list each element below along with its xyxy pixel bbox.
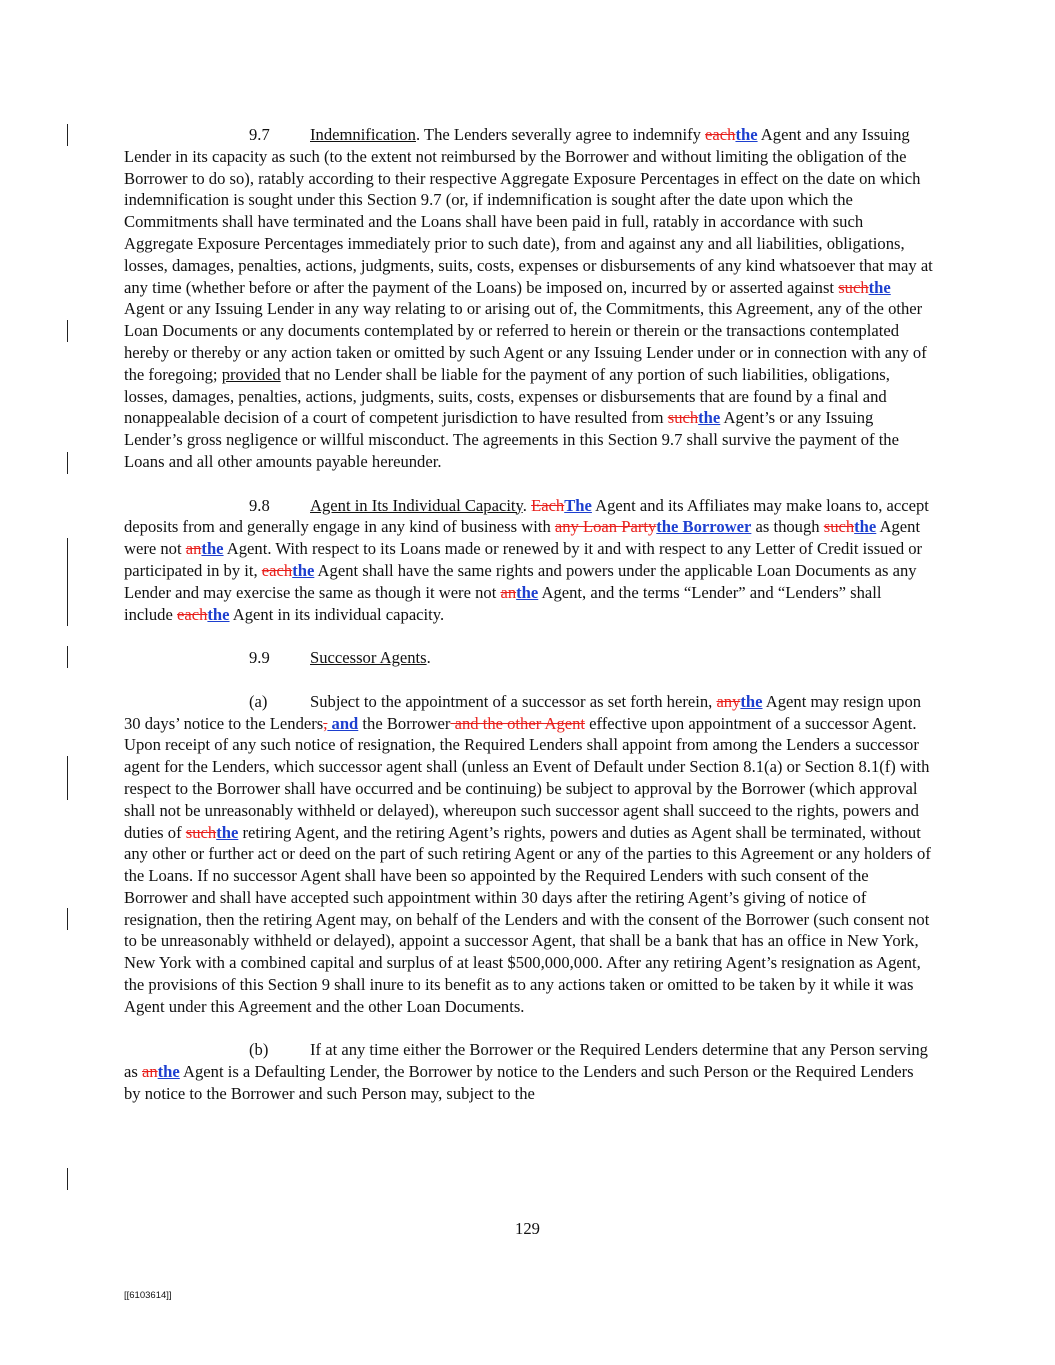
deleted-text: such	[823, 517, 855, 537]
subsection-b-paragraph	[124, 1039, 934, 1104]
change-bar	[67, 646, 68, 668]
change-bar	[67, 538, 68, 626]
inserted-text: the Borrower	[656, 517, 752, 537]
inserted-text: the	[740, 691, 763, 711]
change-bar	[67, 908, 68, 930]
text-run: If at any time either the Borrower or the Required Lenders determine that any Person serving as	[124, 1040, 928, 1082]
deleted-text: any Loan Party	[554, 517, 657, 537]
section-9-7-paragraph	[124, 124, 934, 473]
inserted-text: the	[292, 560, 315, 580]
text-run: retiring Agent, and the retiring Agent’s rights, powers and duties as Agent shall be terminated, without any other or further act or deed on the part of such retiring Agent or any of the parties to this Agreement or any holders of the Loans. If no successor Agent shall have been so appointed by the Required Lenders with such consent of the Borrower and shall have accepted such appointment within 30 days after the retiring Agent’s giving of notice of resignation, then the retiring Agent may, on behalf of the Lenders and with the consent of the Borrower (such consent not to be unreasonably withheld or delayed), appoint a successor Agent, that shall be a bank that has an office in New York, New York with a combined capital and surplus of at least $500,000,000. After any retiring Agent’s resignation as Agent, the provisions of this Section 9 shall inure to its benefit as to any actions taken or omitted to be taken by it while it was Agent under this Agreement and the other Loan Documents.	[124, 822, 931, 1016]
subsection-a-paragraph	[124, 691, 934, 1018]
text-run: Agent. With respect to its Loans made or renewed by it and with respect to any Letter of Credit issued or participated in by it,	[124, 539, 923, 580]
inserted-text: the	[698, 408, 721, 428]
inserted-text: the	[854, 517, 877, 537]
inserted-text: the	[516, 582, 539, 602]
section-number: 9.8	[249, 495, 270, 515]
inserted-text: the	[201, 539, 224, 559]
text-run: Agent, and the terms “Lender” and “Lenders” shall include	[124, 582, 882, 624]
text-run: Agent in its individual capacity.	[229, 604, 445, 624]
page-number: 129	[515, 1219, 540, 1238]
text-run: Agent’s or any Issuing Lender’s gross negligence or willful misconduct. The agreements in this Section 9.7 shall survive the payment of the Loans and all other amounts payable hereunder.	[124, 408, 899, 471]
section-title: Successor Agents	[310, 648, 427, 668]
inserted-text: the	[868, 277, 891, 297]
inserted-text: the	[735, 125, 758, 144]
inserted-text: The	[564, 495, 592, 515]
text-run: Agent may resign upon 30 days’ notice to the Lenders	[124, 691, 922, 733]
subsection-label: (a)	[249, 691, 268, 711]
text-run: as though	[751, 517, 824, 537]
deleted-text: each	[261, 560, 293, 580]
deleted-text: each	[177, 604, 208, 624]
section-9-9-heading	[124, 647, 934, 669]
section-9-8-paragraph	[124, 495, 934, 626]
text-run: . The Lenders severally agree to indemnify	[415, 125, 706, 144]
subsection-label: (b)	[249, 1040, 269, 1060]
change-bar	[67, 756, 68, 800]
deleted-text: ,	[323, 713, 328, 733]
text-run: Agent and any Issuing Lender in its capacity as such (to the extent not reimbursed by the Borrower and without limiting the obligation of the Borrower to do so), ratably according to their respective Aggregate Exposure Percentages in effect on the date on which indemnification is sought under this Section 9.7 (or, if indemnification is sought after the date upon which the Commitments shall have terminated and the Loans shall have been paid in full, ratably in accordance with such Aggregate Exposure Percentages immediately prior to such date), from and against any and all liabilities, obligations, losses, damages, penalties, actions, judgments, suits, costs, expenses or disbursements of any kind whatsoever that may at any time (whether before or after the payment of the Loans) be imposed on, incurred by or asserted against	[124, 125, 933, 297]
section-number: 9.7	[249, 125, 270, 144]
deleted-text: an	[185, 539, 202, 559]
document-id: [[6103614]]	[124, 1290, 172, 1301]
deleted-text: an	[500, 582, 517, 602]
deleted-text: an	[141, 1062, 158, 1082]
text-run: Agent is a Defaulting Lender, the Borrower by notice to the Lenders and such Person or the Required Lenders by notice to the Borrower and such Person may, subject to the	[124, 1062, 914, 1104]
text-run: effective upon appointment of a successor Agent. Upon receipt of any such notice of resignation, the Required Lenders shall appoint from among the Lenders a successor agent for the Lenders, which successor agent shall (unless an Event of Default under Section 8.1(a) or Section 8.1(f) with respect to the Borrower shall have occurred and be continuing) be subject to approval by the Borrower (which approval shall not be unreasonably withheld or delayed), whereupon such successor agent shall succeed to the rights, powers and duties of	[124, 713, 930, 842]
inserted-text: the	[157, 1062, 180, 1082]
document-body	[124, 124, 934, 1105]
section-number: 9.9	[249, 648, 270, 668]
deleted-text: Each	[531, 495, 565, 515]
change-bar	[67, 320, 68, 342]
section-title: Agent in Its Individual Capacity	[310, 495, 523, 515]
deleted-text: any	[716, 691, 741, 711]
deleted-text: and the other Agent	[450, 713, 586, 733]
deleted-text: such	[667, 408, 699, 428]
deleted-text: each	[705, 125, 736, 144]
text-run: Agent shall have the same rights and powers under the applicable Loan Documents as any Lender and may exercise the same as though it were not	[124, 560, 917, 602]
deleted-text: such	[838, 277, 869, 297]
inserted-text: and	[327, 713, 359, 733]
section-title: Indemnification	[310, 125, 416, 144]
text-run: .	[522, 495, 532, 515]
text-run: Subject to the appointment of a successor as set forth herein,	[310, 691, 717, 711]
deleted-text: such	[185, 822, 217, 842]
inserted-text: the	[216, 822, 239, 842]
provided-term: provided	[221, 364, 281, 384]
change-bar	[67, 452, 68, 474]
change-bar	[67, 124, 68, 146]
text-run: that no Lender shall be liable for the payment of any portion of such liabilities, obligations, losses, damages, penalties, actions, judgments, suits, costs, expenses or disbursements that are found by a final and nonappealable decision of a court of competent jurisdiction to have resulted from	[124, 364, 890, 428]
text-run: .	[426, 648, 431, 668]
text-run: Agent or any Issuing Lender in any way relating to or arising out of, the Commitments, this Agreement, any of the other Loan Documents or any documents contemplated by or referred to herein or therein or the transactions contemplated hereby or thereby or any action taken or omitted by such Agent or any Issuing Lender under or in connection with any of the foregoing;	[124, 299, 927, 384]
text-run: Agent were not	[124, 517, 921, 559]
text-run: Agent and its Affiliates may make loans to, accept deposits from and generally engage in any kind of business with	[124, 495, 929, 537]
text-run: the Borrower	[358, 713, 451, 733]
inserted-text: the	[207, 604, 230, 624]
change-bar	[67, 1168, 68, 1190]
